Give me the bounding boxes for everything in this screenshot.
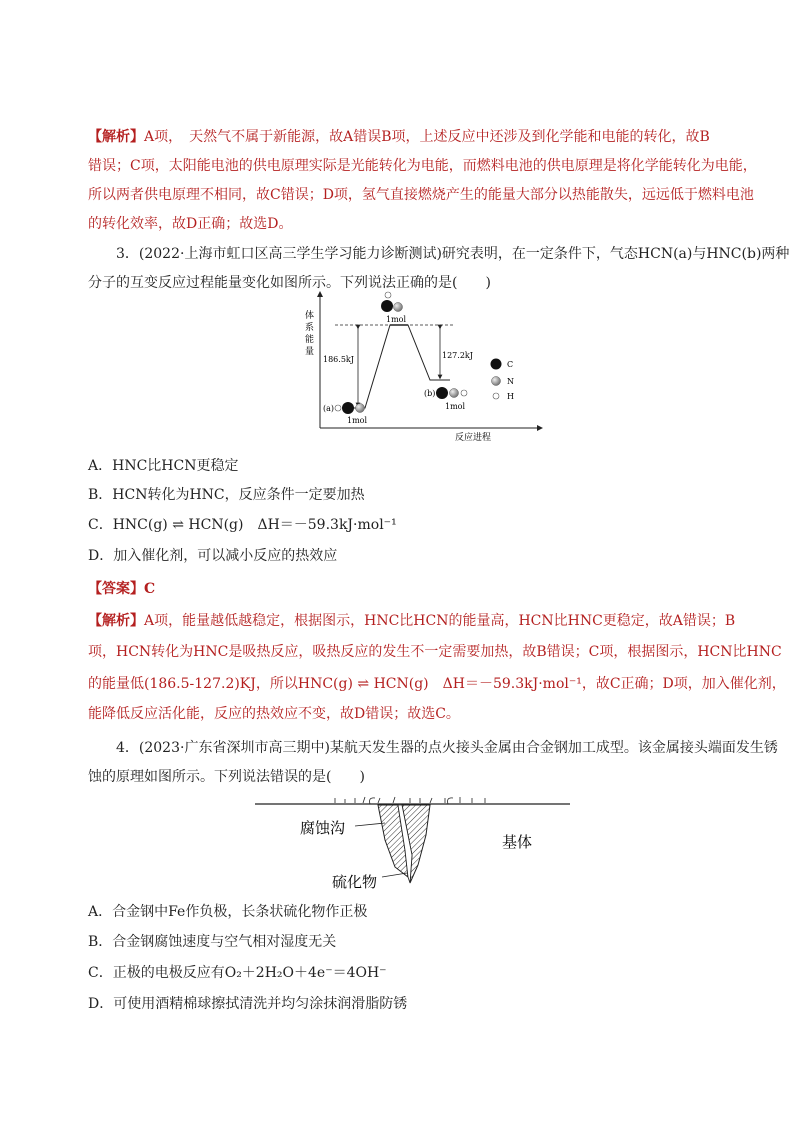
y-label-4: 量 [305, 347, 315, 357]
a-label: (a) [323, 404, 335, 413]
q3-stem-line-1: 3．(2022·上海市虹口区高三学生学习能力诊断测试)研究表明，在一定条件下，气态HCN(a)与HNC(b)两种 [116, 246, 790, 262]
q3-analysis-line-3: 的能量低(186.5-127.2)KJ，所以HNC(g) ⇌ HCN(g) ΔH＝－59.3kJ·mol⁻¹，故C正确；D项，加入催化剂， [88, 676, 786, 692]
q3-analysis-line-1: 【解析】A项，能量越低越稳定，根据图示，HNC比HCN的能量高，HCN比HNC更稳定，故A错误；B [88, 613, 736, 629]
q4-option-a: A．合金钢中Fe作负极，长条状硫化物作正极 [88, 904, 368, 920]
label-groove: 腐蚀沟 [300, 819, 346, 837]
q4-corrosion-diagram [250, 795, 580, 895]
q3-option-c: C．HNC(g) ⇌ HCN(g) ΔH＝－59.3kJ·mol⁻¹ [88, 517, 397, 533]
q3-answer: 【答案】C [88, 581, 156, 597]
q3-analysis-line-4: 能降低反应活化能，反应的热效应不变，故D错误；故选C。 [88, 706, 460, 722]
y-label-3: 能 [305, 335, 315, 345]
q3-option-a: A．HNC比HCN更稳定 [88, 458, 239, 474]
mol-b: 1mol [445, 402, 466, 411]
q4-option-c: C．正极的电极反应有O₂＋2H₂O＋4e⁻＝4OH⁻ [88, 965, 387, 981]
q3-analysis-label: 【解析】 [88, 613, 144, 629]
mol-top: 1mol [386, 315, 407, 324]
q2-analysis-line-4: 的转化效率，故D正确；故选D。 [88, 216, 293, 232]
y-label-1: 体 [305, 311, 315, 321]
legend-h: H [507, 392, 514, 401]
b-label: (b) [424, 389, 436, 398]
q4-stem-line-1: 4．(2023·广东省深圳市高三期中)某航天发生器的点火接头金属由合金钢加工成型。该金属接头端面发生锈 [116, 740, 778, 756]
legend-n: N [507, 377, 514, 386]
legend-c: C [507, 360, 514, 369]
left-gap-label: 186.5kJ [323, 355, 354, 364]
q2-analysis-label: 【解析】 [88, 129, 144, 145]
mol-a: 1mol [347, 416, 368, 425]
q3-option-b: B．HCN转化为HNC，反应条件一定要加热 [88, 487, 365, 503]
label-sulfide: 硫化物 [332, 873, 378, 891]
q3-stem-line-2: 分子的互变反应过程能量变化如图所示。下列说法正确的是( ) [88, 275, 491, 291]
q4-stem-line-2: 蚀的原理如图所示。下列说法错误的是( ) [88, 769, 365, 785]
q2-analysis-line-1: 【解析】A项， 天然气不属于新能源，故A错误B项，上述反应中还涉及到化学能和电能的转化，故B [88, 129, 710, 145]
q3-option-d: D．加入催化剂，可以减小反应的热效应 [88, 548, 338, 564]
q3-analysis-line-2: 项，HCN转化为HNC是吸热反应，吸热反应的发生不一定需要加热，故B错误；C项，根据图示，HCN比HNC [88, 644, 782, 660]
q2-analysis-line-3: 所以两者供电原理不相同，故C错误；D项，氢气直接燃烧产生的能量大部分以热能散失，远远低于燃料电池 [88, 187, 754, 203]
y-label-2: 系 [305, 323, 315, 333]
q2-analysis-line-2: 错误；C项，太阳能电池的供电原理实际是光能转化为电能，而燃料电池的供电原理是将化学能转化为电能， [88, 158, 757, 174]
label-base: 基体 [502, 833, 533, 851]
q4-option-b: B．合金钢腐蚀速度与空气相对湿度无关 [88, 934, 337, 950]
right-gap-label: 127.2kJ [442, 351, 473, 360]
q4-option-d: D．可使用酒精棉球擦拭清洗并均匀涂抹润滑脂防锈 [88, 996, 408, 1012]
x-label: 反应进程 [455, 433, 492, 443]
q3-energy-diagram [290, 290, 550, 450]
